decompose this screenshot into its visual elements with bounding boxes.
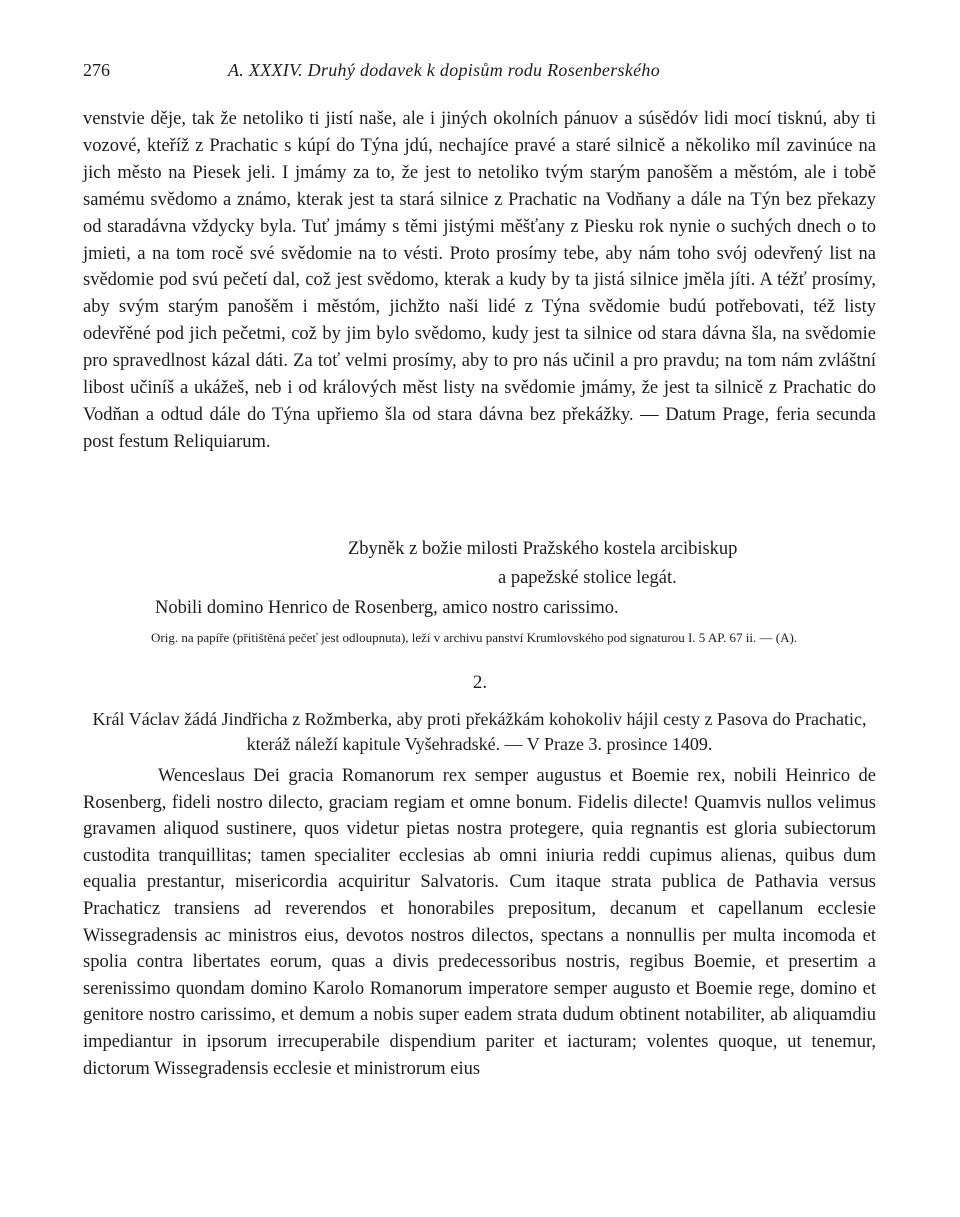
page-number: 276 (83, 60, 110, 80)
address-line: Nobili domino Henrico de Rosenberg, amico nostro carissimo. (155, 598, 619, 618)
letter-body-block (83, 106, 876, 456)
signature-line-1: Zbyněk z božie milosti Pražského kostela arcibiskup (348, 539, 738, 559)
letter-body: venstvie děje, tak že netoliko ti jistí naše, ale i jiných okolních pánuov a súsědóv lidi mocí tisknú, aby ti vozové, kteříž z Prachatic s kúpí do Týna jdú, nechajíce pravé a staré silnicě a několiko míl zavinúce na jich město na Piesek jeli. I jmámy za to, že jest to netoliko tvým starým panošěm a městóm, ale i tobě samému svědomo a známo, kterak jest ta stará silnice z Prachatic na Vodňany a dále na Týn bez překazy od staradávna vždycky byla. Tuť jmámy s těmi jistými měšťany z Piesku rok nynie o suchých dnech o to jmieti, a na tom rocě své svědomie na to vésti. Proto prosímy tebe, aby nám toho svój odevřený list na svědomie pod svú pečetí dal, což jest svědomo, kterak a kudy by ta jistá silnice jměla jíti. A téžť prosímy, aby svým starým panošěm i městóm, jichžto naši lidé z Týna svědomie budú potřebovati, též listy odevřěné pod jich pečetmi, což by jim bylo svědomo, kudy jest ta silnice od stara dávna šla, na svědomie pro spravedlnost kázal dáti. Za toť velmi prosímy, aby to pro nás učinil a pro pravdu; na tom nám zvláštní libost učiníš a ukážeš, neb i od králových měst listy na svědomie jmámy, že jest ta silnicě z Prachatic do Vodňan a odtud dále do Týna upřiemo šla od stara dávna bez překážky. — Datum Prage, feria secunda post festum Reliquiarum. (83, 109, 876, 452)
signature-line-2: a papežské stolice legát. (498, 568, 677, 588)
latin-body-block (83, 763, 876, 1082)
archival-note: Orig. na papíře (přitištěná pečeť jest odloupnuta), leží v archivu panství Krumlovského pod signaturou I. 5 AP. 67 ii. — (A). (151, 630, 798, 645)
document-number: 2. (472, 672, 488, 693)
page-header (83, 60, 883, 90)
running-title: A. XXXIV. Druhý dodavek k dopisům rodu Rosenberského (228, 60, 661, 80)
document-regest: Král Václav žádá Jindřicha z Rožmberka, aby proti překážkám kohokoliv hájil cesty z Pasova do Prachatic, kteráž náleží kapitule Vyšehradské. — V Praze 3. prosince 1409. (92, 709, 867, 754)
latin-body: Wenceslaus Dei gracia Romanorum rex semper augustus et Boemie rex, nobili Heinrico de Rosenberg, fideli nostro dilecto, graciam regiam et omne bonum. Fidelis dilecte! Quamvis nullos velimus gravamen aliquod sustinere, quos videtur pietas nostra protegere, quia regnantis est gloria subiectorum custodita tranquillitas; tamen specialiter ecclesias ab omni iniuria reddi cupimus alienas, quibus dum equalia prestantur, misericordia acquiritur Salvatoris. Cum itaque strata publica de Pathavia versus Prachaticz transiens ad reverendos et honorabiles prepositum, decanum et capellanum ecclesie Wissegradensis ac ministros eius, devotos nostros dilectos, spectans a nonnullis per multa incomoda et spolia contra libertates eorum, quas a divis predecessoribus nostris, regibus Boemie, et presertim a serenissimo quondam domino Karolo Romanorum imperatore semper augusto et Boemie rege, domino et genitore nostro carissimo, et demum a nobis super eadem strata dudum obtinent notabiliter, ab aliquamdiu impediantur in ipsorum irrecuperabile dispendium pariter et iacturam; volentes quoque, ut tenemur, dictorum Wissegradensis ecclesie et ministrorum eius (83, 766, 876, 1079)
